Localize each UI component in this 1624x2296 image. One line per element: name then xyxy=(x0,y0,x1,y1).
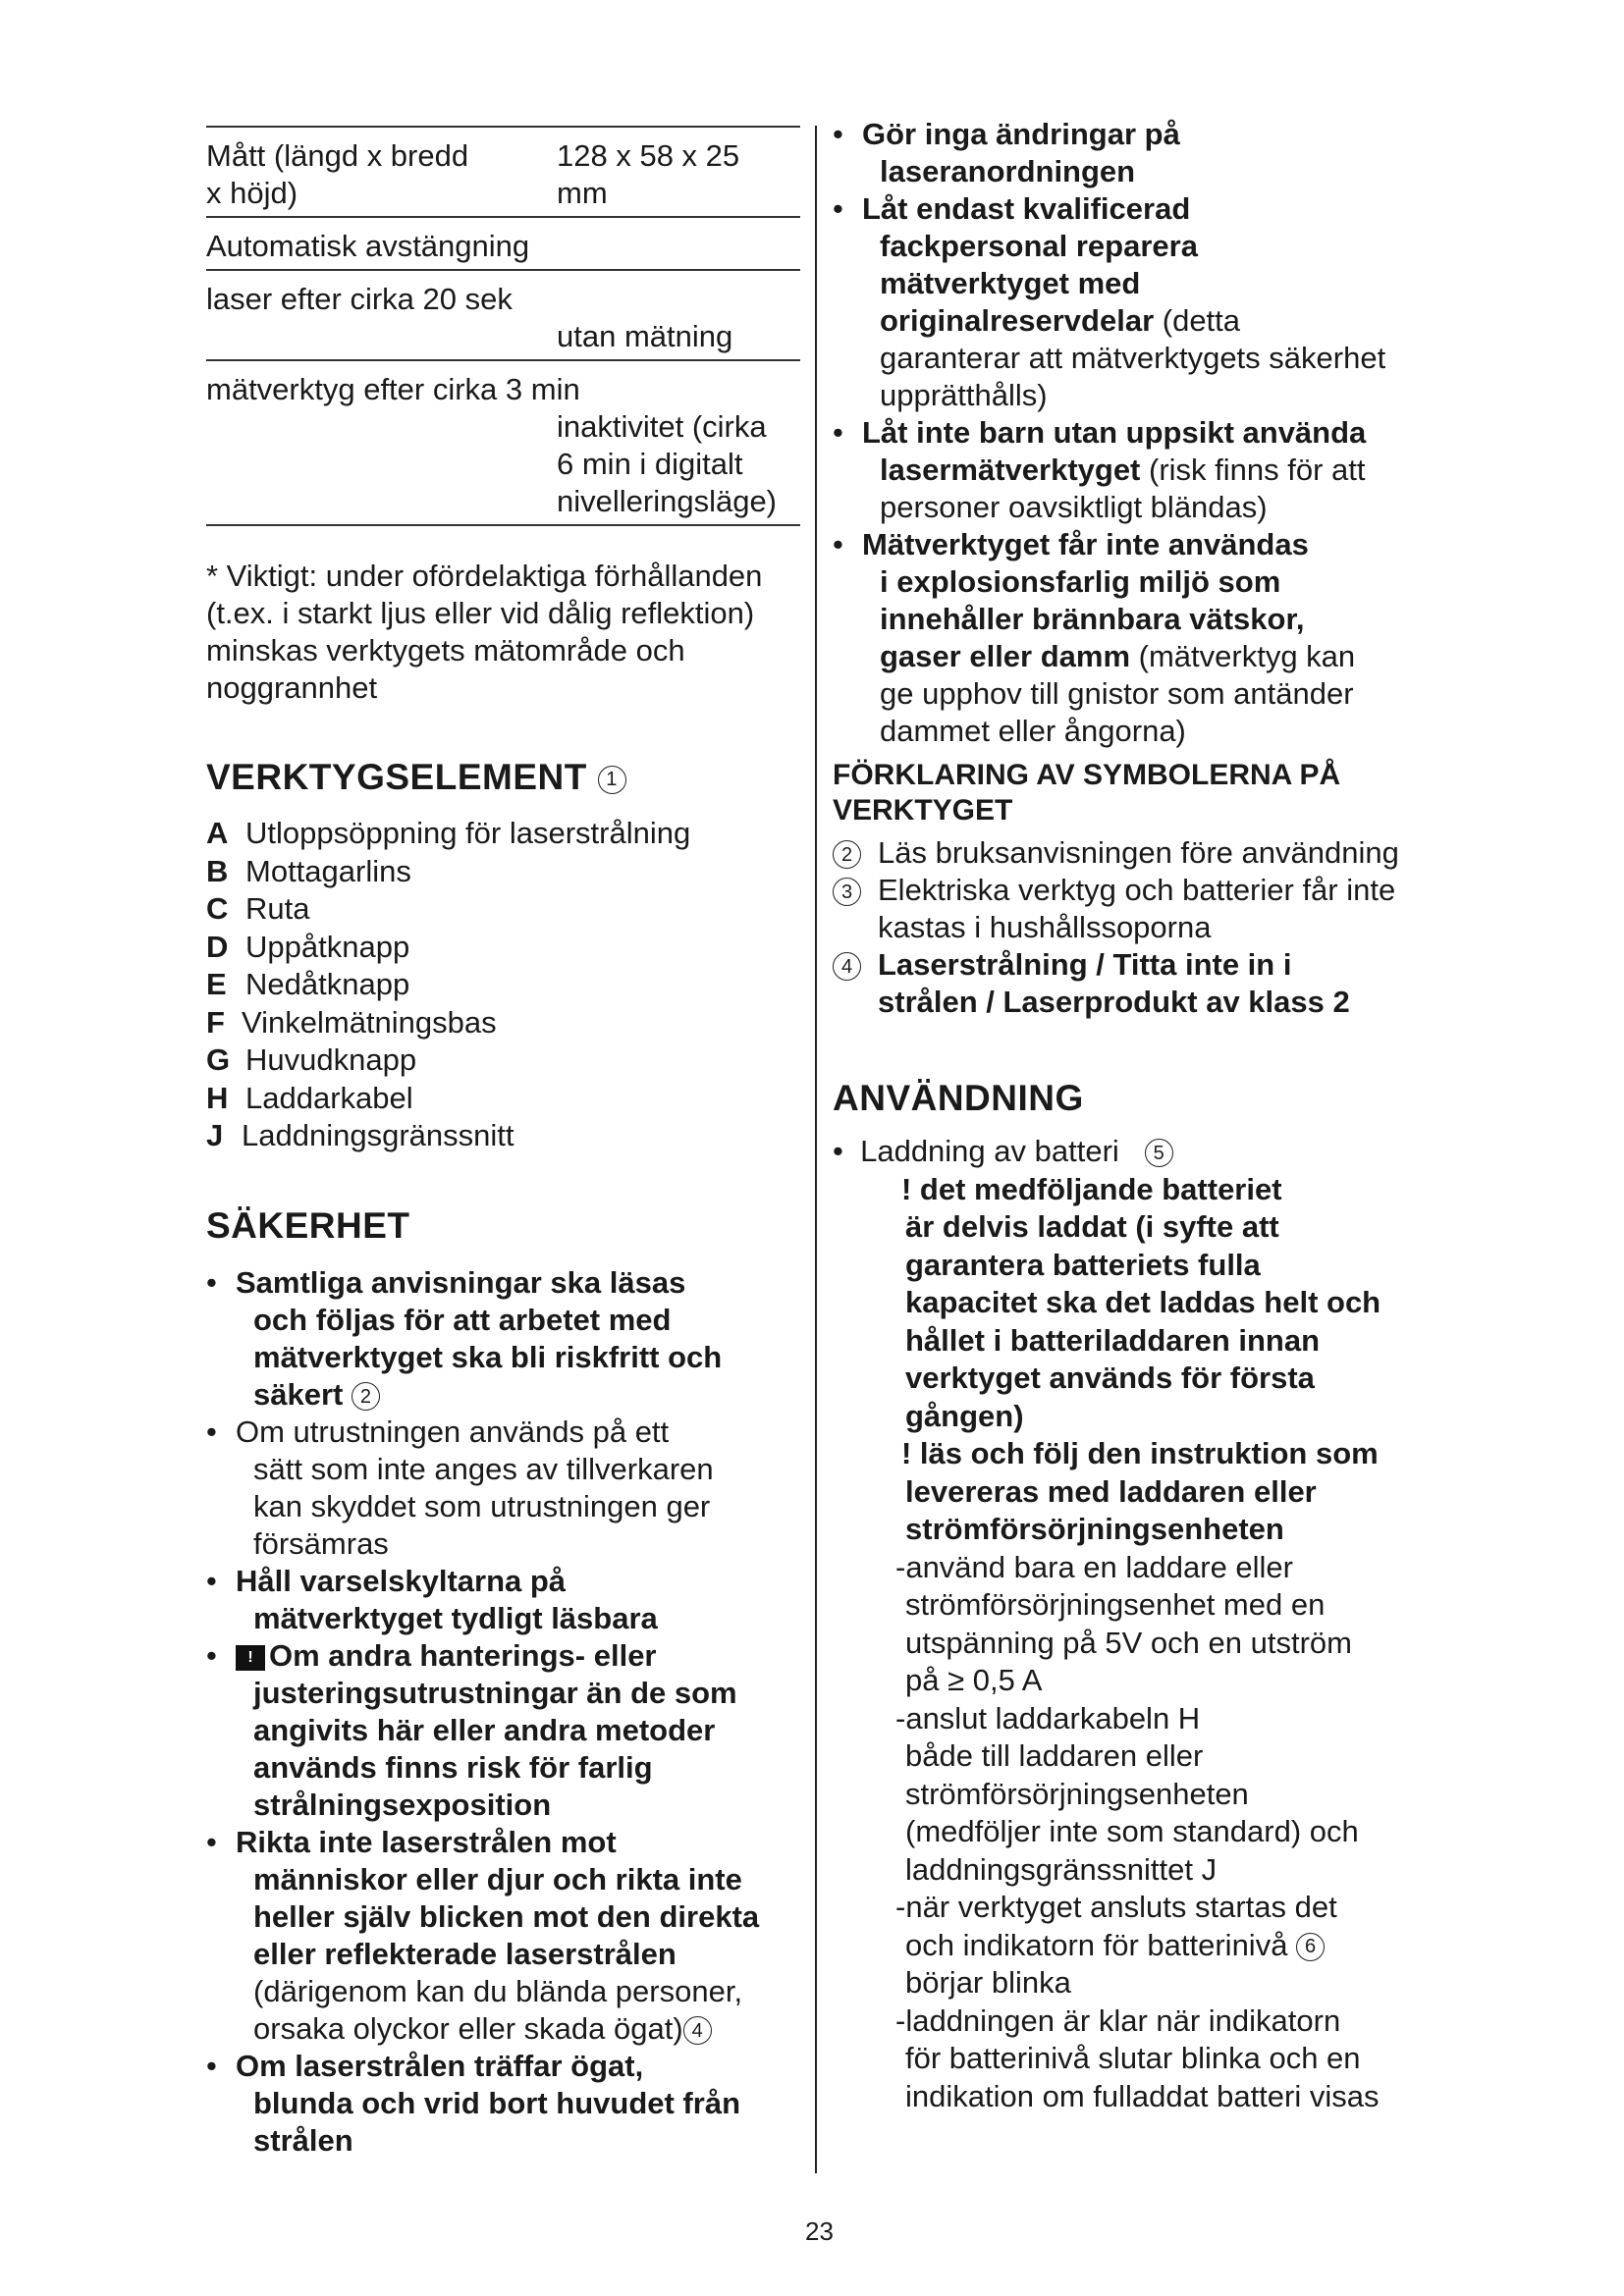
list-item xyxy=(833,946,1461,1021)
text-line: -laddningen är klar när indikatorn xyxy=(895,2002,1341,2038)
text-line: garanterar att mätverktygets säkerhet xyxy=(880,341,1386,375)
text-line: gaser eller damm xyxy=(880,639,1131,673)
text-line: mätverktyget ska bli riskfritt och xyxy=(253,1340,723,1374)
text-line: laseranordningen xyxy=(880,154,1136,188)
page-number: 23 xyxy=(805,2216,834,2246)
list-item xyxy=(206,929,690,967)
text-line: Om andra hanterings- eller xyxy=(269,1638,657,1673)
text-line: människor eller djur och rikta inte xyxy=(253,1862,742,1896)
figure-ref-icon: 1 xyxy=(598,766,626,794)
note-line: noggrannhet xyxy=(206,670,378,705)
heading-line: FÖRKLARING AV SYMBOLERNA PÅ xyxy=(833,759,1341,791)
warning-block-1 xyxy=(833,1171,1441,1436)
figure-ref-icon: 4 xyxy=(683,2016,712,2045)
spec-row-auto-off xyxy=(206,216,800,269)
text-line: strömförsörjningsenheten xyxy=(905,1776,1249,1811)
text-line: (medföljer inte som standard) och xyxy=(905,1814,1359,1848)
text-line: dammet eller ångorna) xyxy=(880,714,1186,748)
text-line: gången) xyxy=(905,1398,1024,1433)
list-item xyxy=(833,834,1461,872)
symbols-heading xyxy=(833,758,1340,828)
text-line: strålen xyxy=(253,2123,353,2158)
list-item xyxy=(206,1041,690,1080)
note-line: minskas verktygets mätområde och xyxy=(206,633,685,667)
element-label: Mottagarlins xyxy=(245,853,411,888)
list-item xyxy=(206,890,690,929)
list-item xyxy=(206,1414,815,1563)
text-line: Samtliga anvisningar ska läsas xyxy=(236,1265,686,1300)
figure-ref-icon: 6 xyxy=(1296,1933,1325,1961)
safety-list-continued xyxy=(833,116,1461,750)
element-label: Laddarkabel xyxy=(245,1080,413,1115)
text-line: ge upphov till gnistor som antänder xyxy=(880,676,1354,711)
text-line: strålen / Laserprodukt av klass 2 xyxy=(878,985,1350,1019)
spec-key: Automatisk avstängning xyxy=(206,229,530,263)
list-item xyxy=(206,1264,815,1414)
element-letter: E xyxy=(206,967,227,1001)
list-item xyxy=(206,2048,815,2160)
step-2 xyxy=(833,1700,1441,1890)
symbols-list xyxy=(833,834,1461,1021)
step-3 xyxy=(833,1889,1441,2002)
laser-warning-icon: ! xyxy=(236,1645,265,1671)
charging-item xyxy=(833,1133,1441,1171)
spec-key: Mått (längd x bredd xyxy=(206,138,469,173)
text-line: hållet i batteriladdaren innan xyxy=(905,1322,1321,1358)
element-label: Uppåtknapp xyxy=(245,929,410,964)
text-line: försämras xyxy=(253,1526,389,1561)
heading-line: VERKTYGET xyxy=(833,794,1013,827)
spec-value: 128 x 58 x 25 xyxy=(557,138,740,173)
text-line: originalreservdelar xyxy=(880,303,1155,338)
list-item xyxy=(206,853,690,891)
text-line: på ≥ 0,5 A xyxy=(905,1663,1043,1697)
text-line: innehåller brännbara vätskor, xyxy=(880,602,1305,636)
text-line: Läs bruksanvisningen före användning xyxy=(878,835,1399,870)
text-line: personer oavsiktligt bländas) xyxy=(880,490,1268,524)
figure-ref-icon: 3 xyxy=(833,878,861,906)
text-line: Om laserstrålen träffar ögat, xyxy=(236,2049,644,2083)
column-divider xyxy=(815,126,817,2173)
text-line: och indikatorn för batterinivå xyxy=(905,1927,1288,1962)
text-line: i explosionsfarlig miljö som xyxy=(880,564,1281,599)
text-line: upprätthålls) xyxy=(880,378,1048,412)
note-line: (t.ex. i starkt ljus eller vid dålig reflektion) xyxy=(206,596,755,630)
list-item xyxy=(833,872,1461,946)
text-line: är delvis laddat (i syfte att xyxy=(905,1209,1279,1244)
text-line: kan skyddet som utrustningen ger xyxy=(253,1489,711,1523)
element-letter: H xyxy=(206,1080,229,1115)
text-line: och följas för att arbetet med xyxy=(253,1303,672,1337)
text-line: kastas i hushållssoporna xyxy=(878,910,1212,944)
text-line: ! läs och följ den instruktion som xyxy=(901,1436,1379,1470)
text-line: sätt som inte anges av tillverkaren xyxy=(253,1452,714,1486)
step-1 xyxy=(833,1549,1441,1700)
element-letter: G xyxy=(206,1042,231,1077)
tool-elements-list xyxy=(206,815,690,1155)
list-item xyxy=(206,966,690,1004)
bullet: • xyxy=(206,2049,217,2083)
text-line: indikation om fulladdat batteri visas xyxy=(905,2078,1380,2113)
list-item xyxy=(833,414,1461,526)
text-line: Elektriska verktyg och batterier får inte xyxy=(878,873,1396,907)
usage-heading: ANVÄNDNING xyxy=(833,1078,1084,1118)
element-letter: A xyxy=(206,816,229,850)
text-line: Rikta inte laserstrålen mot xyxy=(236,1825,617,1859)
spec-key: x höjd) xyxy=(206,176,298,210)
text-line: (mätverktyg kan xyxy=(1130,639,1356,673)
important-note xyxy=(206,558,800,707)
element-letter: J xyxy=(206,1118,224,1152)
bullet: • xyxy=(206,1638,217,1673)
list-item xyxy=(833,116,1461,190)
bullet: • xyxy=(833,117,843,151)
note-line: * Viktigt: under ofördelaktiga förhållanden xyxy=(206,559,763,593)
text-line: -använd bara en laddare eller xyxy=(895,1549,1293,1584)
bullet: • xyxy=(206,1825,217,1859)
spec-key: laser efter cirka 20 sek xyxy=(206,282,513,316)
text-line: justeringsutrustningar än de som xyxy=(253,1676,737,1710)
text-line: -anslut laddarkabeln H xyxy=(895,1700,1201,1735)
text-line: Laddning av batteri xyxy=(860,1134,1119,1168)
text-line: Laserstrålning / Titta inte in i xyxy=(878,947,1292,982)
element-letter: F xyxy=(206,1004,225,1040)
usage-section xyxy=(833,1133,1441,2115)
bullet: • xyxy=(833,527,843,561)
bullet: • xyxy=(833,415,843,450)
bullet: • xyxy=(833,191,843,226)
figure-ref-icon: 5 xyxy=(1145,1139,1173,1167)
list-item xyxy=(833,190,1461,414)
text-line: verktyget används för första xyxy=(905,1361,1315,1395)
text-line: blunda och vrid bort huvudet från xyxy=(253,2086,740,2120)
text-line: mätverktyget med xyxy=(880,266,1141,300)
text-line: levereras med laddaren eller xyxy=(905,1473,1317,1509)
text-line: angivits här eller andra metoder xyxy=(253,1713,716,1747)
figure-ref-icon: 2 xyxy=(352,1382,380,1411)
text-line: Låt endast kvalificerad xyxy=(862,191,1191,226)
text-line: säkert xyxy=(253,1377,344,1412)
element-letter: C xyxy=(206,891,229,926)
bullet: • xyxy=(833,1134,843,1168)
bullet: • xyxy=(206,1564,217,1598)
text-line: kapacitet ska det laddas helt och xyxy=(905,1285,1381,1319)
tool-elements-title: VERKTYGSELEMENT xyxy=(206,757,587,797)
element-label: Laddningsgränssnitt xyxy=(242,1118,514,1152)
spec-key: mätverktyg efter cirka 3 min xyxy=(206,372,580,406)
element-label: Utloppsöppning för laserstrålning xyxy=(245,816,691,850)
text-line: (därigenom kan du blända personer, xyxy=(253,1974,743,2008)
list-item xyxy=(206,1004,690,1042)
spec-row-tool-off xyxy=(206,359,800,526)
bullet: • xyxy=(206,1265,217,1300)
text-line: Om utrustningen används på ett xyxy=(236,1415,670,1449)
text-line: eller reflekterade laserstrålen xyxy=(253,1937,677,1971)
spec-table xyxy=(206,126,800,526)
tool-elements-heading xyxy=(206,757,626,798)
element-label: Vinkelmätningsbas xyxy=(242,1004,497,1040)
spec-row-laser-off xyxy=(206,269,800,359)
element-letter: D xyxy=(206,929,229,964)
list-item xyxy=(206,1080,690,1118)
list-item xyxy=(206,1117,690,1155)
text-line: Mätverktyget får inte användas xyxy=(862,527,1309,561)
warning-block-2 xyxy=(833,1435,1441,1549)
text-line: laddningsgränssnittet J xyxy=(905,1851,1218,1887)
element-label: Huvudknapp xyxy=(245,1042,417,1077)
text-line: -när verktyget ansluts startas det xyxy=(895,1890,1337,1924)
text-line: Gör inga ändringar på xyxy=(862,117,1180,151)
text-line: både till laddaren eller xyxy=(905,1738,1204,1773)
text-line: fackpersonal reparera xyxy=(880,229,1198,263)
figure-ref-icon: 2 xyxy=(833,840,861,869)
safety-list xyxy=(206,1264,815,2160)
text-line: används finns risk för farlig xyxy=(253,1750,653,1785)
step-4 xyxy=(833,2002,1441,2116)
spec-value: inaktivitet (cirka xyxy=(557,409,767,444)
list-item xyxy=(206,1563,815,1637)
spec-value: 6 min i digitalt xyxy=(557,447,743,481)
list-item xyxy=(833,526,1461,750)
text-line: utspänning på 5V och en utström xyxy=(905,1625,1352,1660)
element-letter: B xyxy=(206,853,229,888)
text-line: Låt inte barn utan uppsikt använda xyxy=(862,415,1367,450)
spec-row-dimensions xyxy=(206,126,800,216)
list-item xyxy=(206,815,690,853)
figure-ref-icon: 4 xyxy=(833,952,861,981)
text-line: mätverktyget tydligt läsbara xyxy=(253,1601,658,1635)
text-line: garantera batteriets fulla xyxy=(905,1247,1261,1282)
text-line: lasermätverktyget xyxy=(880,453,1141,487)
text-line: heller själv blicken mot den direkta xyxy=(253,1899,760,1934)
safety-heading: SÄKERHET xyxy=(206,1205,410,1246)
element-label: Nedåtknapp xyxy=(245,967,410,1001)
text-line: för batterinivå slutar blinka och en xyxy=(905,2041,1361,2075)
text-line: (detta xyxy=(1154,303,1241,338)
text-line: ! det medföljande batteriet xyxy=(901,1171,1282,1206)
text-line: orsaka olyckor eller skada ögat) xyxy=(253,2011,683,2046)
spec-value: mm xyxy=(557,176,608,210)
list-item xyxy=(206,1637,815,1824)
element-label: Ruta xyxy=(245,891,310,926)
spec-value: nivelleringsläge) xyxy=(557,484,778,518)
text-line: strålningsexposition xyxy=(253,1788,552,1822)
text-line: börjar blinka xyxy=(905,1965,1071,2000)
text-line: strömförsörjningsenhet med en xyxy=(905,1587,1326,1622)
bullet: • xyxy=(206,1415,217,1449)
text-line: strömförsörjningsenheten xyxy=(905,1512,1284,1546)
list-item xyxy=(206,1824,815,2048)
spec-value: utan mätning xyxy=(557,319,733,353)
text-line: Håll varselskyltarna på xyxy=(236,1564,567,1598)
text-line: (risk finns för att xyxy=(1140,453,1366,487)
